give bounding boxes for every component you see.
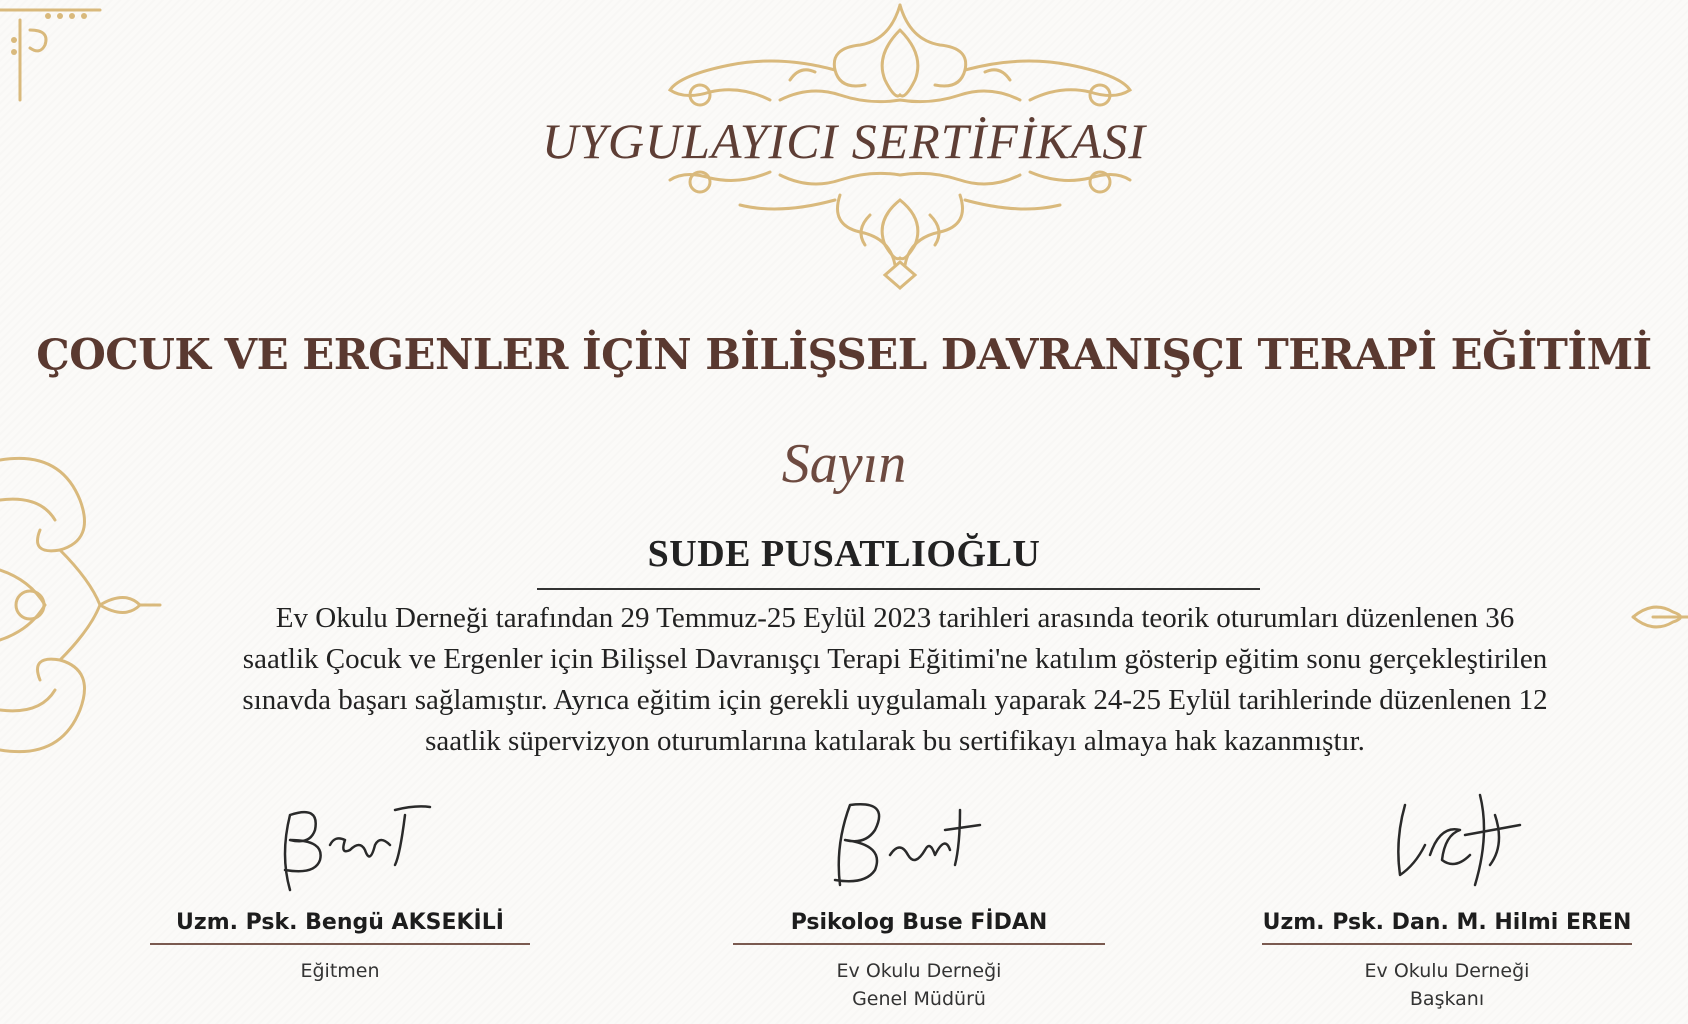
corner-ornament-icon	[0, 0, 120, 110]
signatory-1	[150, 910, 530, 987]
body-line: saatlik süpervizyon oturumlarına katılarak bu sertifikayı almaya hak kazanmıştır.	[425, 725, 1365, 757]
recipient-name: SUDE PUSATLIOĞLU	[647, 533, 1041, 575]
signatory-role-line: Ev Okulu Derneği	[836, 960, 1002, 982]
signatory-role: Eğitmen	[300, 960, 380, 982]
body-line: saatlik Çocuk ve Ergenler için Bilişsel Davranışçı Terapi Eğitimi'ne katılım gösterip eğitim sonu gerçekleştirilen	[242, 643, 1548, 675]
signatory-name: Uzm. Psk. Dan. M. Hilmi EREN	[1262, 910, 1632, 945]
signatory-name: Psikolog Buse FİDAN	[733, 910, 1105, 945]
signatory-role	[733, 955, 1105, 1015]
certificate-body	[140, 598, 1650, 762]
signatory-2	[733, 910, 1105, 1015]
signatory-role-line: Başkanı	[1409, 988, 1485, 1010]
body-line: sınavda başarı sağlamıştır. Ayrıca eğitim için gerekli uygulamalı yaparak 24-25 Eylül tarihlerinde düzenlenen 12	[242, 684, 1548, 716]
signatory-role-line: Ev Okulu Derneği	[1364, 960, 1530, 982]
signature-3-graphic	[1380, 785, 1550, 895]
signature-1-graphic	[270, 795, 440, 895]
signatory-role	[1262, 955, 1632, 1015]
signature-2-graphic	[820, 795, 990, 895]
salutation: Sayın	[781, 433, 907, 495]
signatory-name: Uzm. Psk. Bengü AKSEKİLİ	[150, 910, 530, 945]
signatory-3	[1262, 910, 1632, 1015]
certificate-title: UYGULAYICI SERTİFİKASI	[542, 113, 1146, 169]
recipient-underline	[537, 588, 1260, 590]
signatory-role-line: Genel Müdürü	[852, 988, 986, 1010]
body-line: Ev Okulu Derneği tarafından 29 Temmuz-25 Eylül 2023 tarihleri arasında teorik oturumları düzenlenen 36	[275, 602, 1515, 634]
program-name: ÇOCUK VE ERGENLER İÇİN BİLİŞSEL DAVRANIŞÇI TERAPİ EĞİTİMİ	[36, 330, 1652, 379]
